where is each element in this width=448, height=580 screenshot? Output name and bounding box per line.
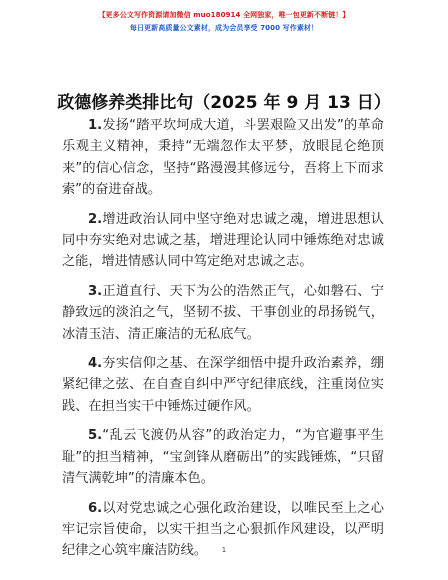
page-number: 1 (221, 546, 227, 554)
paragraph-number: 2. (88, 211, 103, 227)
paragraph-number: 1. (88, 118, 103, 133)
paragraph-number: 4. (88, 356, 103, 372)
paragraph-text: 正道直行、天下为公的浩然正气，心如磐石、宁静致远的淡泊之气，坚韧不拔、干事创业的昂扬锐气，冰清玉洁、清正廉洁的无私底气。 (62, 283, 384, 342)
paragraph-text: 夯实信仰之基、在深学细悟中提升政治素养，绷紧纪律之弦、在自查自纠中严守纪律底线，注重岗位实践、在担当实干中锤炼过硬作风。 (62, 356, 384, 414)
paragraph-text: “乱云飞渡仍从容”的政治定力，“为官避事平生耻”的担当精神，“宝剑锋从磨砺出”的实践锤炼，“只留清气满乾坤”的清廉本色。 (62, 428, 384, 487)
header-banner (0, 9, 448, 35)
paragraph-number: 3. (88, 283, 103, 299)
banner-subtitle-line: 每日更新高质量公文素材，成为会员享受 7000 写作素材！ (129, 24, 319, 32)
paragraph-3 (62, 281, 384, 345)
document-title: 政德修养类排比句（2025 年 9 月 13 日） (57, 93, 391, 113)
paragraph-text: 增进政治认同中坚守绝对忠诚之魂，增进思想认同中夯实绝对忠诚之基，增进理论认同中锤炼绝对忠诚之能，增进情感认同中笃定绝对忠诚之志。 (62, 211, 384, 270)
paragraph-2 (62, 209, 384, 273)
paragraph-1 (62, 115, 384, 201)
paragraph-5 (62, 425, 384, 489)
paragraph-text: 以对党忠诚之心强化政治建设，以唯民至上之心牢记宗旨使命，以实干担当之心狠抓作风建设，以严明纪律之心筑牢廉洁防线。 (62, 500, 384, 559)
document-body (62, 115, 384, 570)
paragraph-number: 6. (88, 500, 103, 516)
paragraph-4 (62, 353, 384, 417)
paragraph-text: 发扬“踏平坎坷成大道，斗罢艰险又出发”的革命乐观主义精神，秉持“无端忽作太平梦，放眼昆仑绝顶来”的信心信念，坚持“路漫漫其修远兮，吾将上下而求索”的奋进奋战。 (62, 118, 384, 198)
paragraph-number: 5. (88, 428, 103, 444)
banner-promo-line: 【更多公文写作资源请加微信 muo180914 全网独家，唯一包更新不断链！】 (98, 11, 350, 19)
